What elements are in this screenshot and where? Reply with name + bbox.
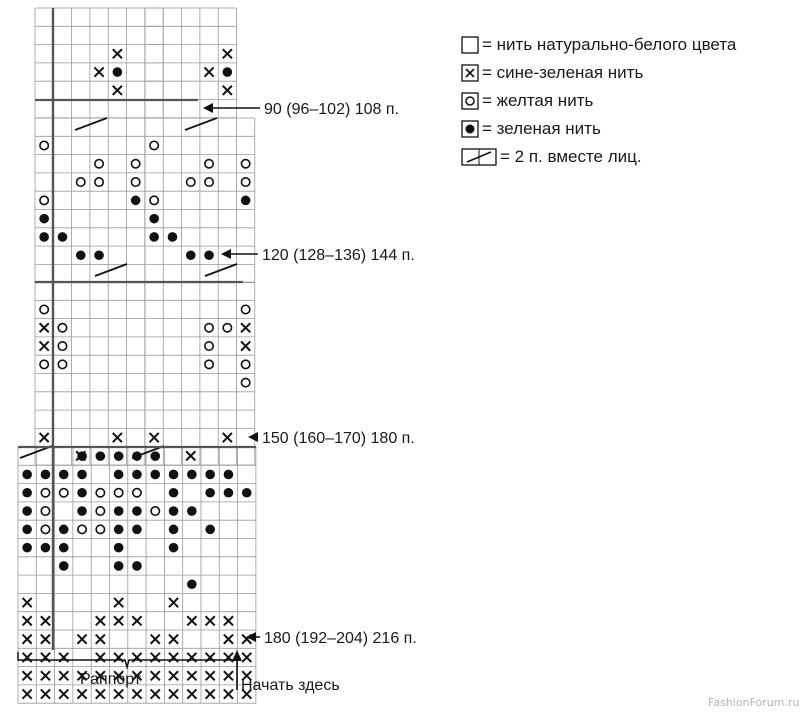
cross-symbol	[40, 323, 49, 332]
cross-symbol	[113, 433, 122, 442]
section1-right	[145, 8, 237, 118]
k2tog-symbol	[95, 264, 127, 276]
cross-symbol	[151, 689, 160, 698]
dot-symbol	[114, 543, 124, 553]
dot-symbol	[169, 488, 179, 498]
circle-symbol	[241, 378, 249, 386]
dot-symbol	[131, 196, 141, 206]
circle-symbol	[77, 178, 85, 186]
legend-white	[461, 34, 736, 56]
circle-symbol	[96, 507, 104, 515]
cross-symbol	[59, 689, 68, 698]
section2-right	[145, 118, 255, 283]
cross-symbol	[151, 671, 160, 680]
dot-symbol	[149, 232, 159, 242]
cross-symbol	[223, 433, 232, 442]
dot-symbol	[169, 543, 179, 553]
cross-symbol	[113, 49, 122, 58]
cross-symbol	[206, 671, 215, 680]
circle-symbol	[40, 196, 48, 204]
circle-symbol	[58, 360, 66, 368]
circle-symbol	[150, 141, 158, 149]
section1-left	[35, 8, 163, 118]
dot-symbol	[223, 67, 233, 77]
dot-symbol	[169, 506, 179, 516]
dot-square-icon	[461, 120, 479, 138]
cross-symbol	[23, 689, 32, 698]
cross-symbol	[187, 616, 196, 625]
k2tog-symbol	[75, 118, 107, 130]
cross-symbol	[187, 671, 196, 680]
dot-symbol	[149, 214, 159, 224]
cross-symbol	[169, 671, 178, 680]
dot-symbol	[59, 470, 69, 480]
cross-symbol	[41, 616, 50, 625]
circle-symbol	[205, 324, 213, 332]
dot-symbol	[96, 451, 106, 461]
legend-k2tog	[461, 146, 642, 168]
dot-symbol	[187, 579, 197, 589]
dot-symbol	[22, 543, 32, 553]
cross-symbol	[23, 671, 32, 680]
k2tog-symbol	[205, 264, 237, 276]
dot-symbol	[169, 525, 179, 535]
circle-symbol	[205, 160, 213, 168]
legend-yellow-text: = желтая нить	[482, 91, 594, 110]
dot-symbol	[241, 196, 251, 206]
circle-symbol	[41, 489, 49, 497]
dot-symbol	[114, 470, 124, 480]
legend-bluegreen-text: = сине-зеленая нить	[482, 63, 644, 82]
circle-symbol	[96, 489, 104, 497]
circle-symbol	[241, 360, 249, 368]
row-label-180: 180 (192–204) 216 п.	[264, 630, 417, 647]
cross-symbol	[224, 689, 233, 698]
cross-symbol	[96, 616, 105, 625]
circle-symbol	[58, 324, 66, 332]
dot-symbol	[169, 470, 179, 480]
dot-symbol	[113, 67, 123, 77]
cross-symbol	[132, 689, 141, 698]
dot-symbol	[132, 525, 142, 535]
cross-symbol	[169, 598, 178, 607]
cross-symbol	[204, 67, 213, 76]
legend-yellow	[461, 90, 593, 112]
k2tog-symbol	[185, 118, 217, 130]
circle-symbol	[241, 160, 249, 168]
dot-symbol	[41, 543, 51, 553]
section3-right	[145, 282, 255, 465]
cross-symbol	[114, 689, 123, 698]
circle-square-icon	[461, 92, 479, 110]
dot-symbol	[187, 470, 197, 480]
dot-symbol	[59, 561, 69, 571]
circle-symbol	[205, 178, 213, 186]
cross-symbol	[187, 689, 196, 698]
circle-symbol	[95, 160, 103, 168]
cross-symbol	[242, 653, 251, 662]
dot-symbol	[114, 451, 124, 461]
cross-symbol	[223, 49, 232, 58]
circle-symbol	[40, 360, 48, 368]
dot-symbol	[205, 525, 215, 535]
dot-symbol	[114, 506, 124, 516]
cross-symbol	[224, 635, 233, 644]
legend-green-text: = зеленая нить	[482, 119, 601, 138]
cross-symbol	[169, 635, 178, 644]
cross-symbol	[23, 635, 32, 644]
cross-symbol	[94, 67, 103, 76]
circle-symbol	[58, 342, 66, 350]
circle-symbol	[41, 525, 49, 533]
dot-symbol	[22, 506, 32, 516]
cross-symbol	[41, 635, 50, 644]
cross-symbol	[224, 616, 233, 625]
dot-symbol	[205, 470, 215, 480]
dot-symbol	[58, 232, 68, 242]
row-arrowhead	[221, 249, 231, 259]
cross-symbol	[206, 616, 215, 625]
circle-symbol	[96, 525, 104, 533]
cross-symbol	[40, 433, 49, 442]
dot-symbol	[114, 525, 124, 535]
dot-symbol	[150, 470, 160, 480]
cross-symbol	[113, 86, 122, 95]
row-arrowhead	[248, 432, 258, 442]
circle-symbol	[150, 196, 158, 204]
dot-symbol	[204, 250, 214, 260]
cross-symbol	[186, 451, 195, 460]
cross-symbol	[114, 598, 123, 607]
legend-green	[461, 118, 601, 140]
dot-symbol	[150, 451, 160, 461]
cross-symbol	[41, 689, 50, 698]
empty-square-icon	[461, 36, 479, 54]
dot-symbol	[59, 543, 69, 553]
circle-symbol	[78, 525, 86, 533]
dot-symbol	[186, 250, 196, 260]
dot-symbol	[76, 250, 86, 260]
cross-symbol	[41, 671, 50, 680]
legend-bluegreen	[461, 62, 643, 84]
row-label-150: 150 (160–170) 180 п.	[262, 430, 415, 447]
cross-symbol	[206, 689, 215, 698]
cross-symbol	[96, 635, 105, 644]
circle-symbol	[95, 178, 103, 186]
circle-symbol	[223, 324, 231, 332]
cross-square-icon	[461, 64, 479, 82]
cross-symbol	[114, 616, 123, 625]
cross-symbol	[77, 635, 86, 644]
circle-symbol	[241, 305, 249, 313]
dot-symbol	[39, 232, 49, 242]
circle-symbol	[205, 342, 213, 350]
legend-k2tog-text: = 2 п. вместе лиц.	[500, 147, 642, 166]
k2tog-icon	[461, 148, 497, 166]
row-label-90: 90 (96–102) 108 п.	[264, 101, 399, 118]
dot-symbol	[77, 470, 87, 480]
circle-symbol	[131, 178, 139, 186]
dot-symbol	[22, 488, 32, 498]
section3-left	[35, 282, 145, 465]
circle-symbol	[187, 178, 195, 186]
cross-symbol	[150, 433, 159, 442]
repeat-label: Раппорт	[80, 671, 142, 688]
chart-heavy-lines	[18, 8, 256, 650]
cross-symbol	[151, 635, 160, 644]
circle-symbol	[241, 178, 249, 186]
dot-symbol	[132, 506, 142, 516]
cross-symbol	[59, 671, 68, 680]
dot-symbol	[114, 561, 124, 571]
cross-symbol	[224, 671, 233, 680]
cross-symbol	[23, 598, 32, 607]
dot-symbol	[39, 214, 49, 224]
row-arrowhead	[203, 103, 213, 113]
legend-white-text: = нить натурально-белого цвета	[482, 35, 737, 54]
circle-symbol	[205, 360, 213, 368]
dot-symbol	[132, 470, 142, 480]
dot-symbol	[41, 470, 51, 480]
cross-symbol	[223, 86, 232, 95]
circle-symbol	[41, 507, 49, 515]
circle-symbol	[151, 507, 159, 515]
circle-symbol	[114, 489, 122, 497]
dot-symbol	[22, 525, 32, 535]
dot-symbol	[168, 232, 178, 242]
dot-symbol	[132, 561, 142, 571]
circle-symbol	[60, 489, 68, 497]
watermark: FashionForum.ru	[708, 696, 800, 709]
dot-symbol	[242, 488, 252, 498]
dot-symbol	[77, 506, 87, 516]
circle-symbol	[131, 160, 139, 168]
dot-symbol	[22, 470, 32, 480]
cross-symbol	[132, 616, 141, 625]
cross-symbol	[241, 323, 250, 332]
dot-symbol	[224, 488, 234, 498]
start-label: Начать здесь	[241, 677, 340, 694]
circle-symbol	[40, 305, 48, 313]
dot-symbol	[224, 470, 234, 480]
section2-left	[35, 118, 145, 283]
cross-symbol	[96, 689, 105, 698]
dot-symbol	[77, 488, 87, 498]
cross-symbol	[40, 341, 49, 350]
dot-symbol	[77, 451, 87, 461]
dot-symbol	[187, 506, 197, 516]
cross-symbol	[169, 689, 178, 698]
dot-symbol	[94, 250, 104, 260]
row-label-120: 120 (128–136) 144 п.	[262, 247, 415, 264]
circle-symbol	[40, 141, 48, 149]
cross-symbol	[23, 616, 32, 625]
dot-symbol	[59, 525, 69, 535]
cross-symbol	[77, 689, 86, 698]
cross-symbol	[241, 341, 250, 350]
circle-symbol	[133, 489, 141, 497]
dot-symbol	[205, 488, 215, 498]
